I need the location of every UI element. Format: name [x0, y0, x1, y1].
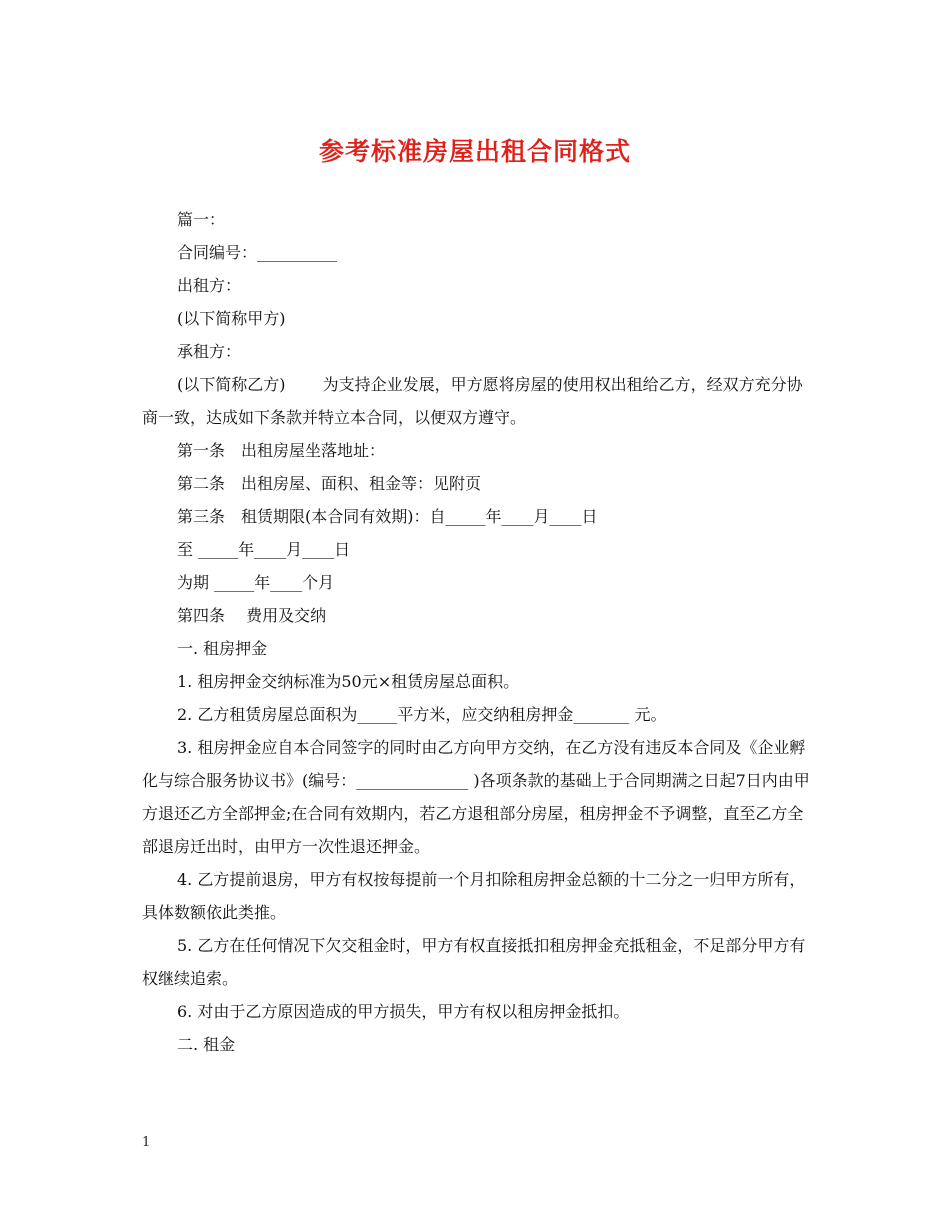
paragraph-lessor: 出租方：	[177, 276, 242, 295]
paragraph-preamble: (以下简称乙方) 为支持企业发展，甲方愿将房屋的使用权出租给乙方，经双方充分协商一致，达成如下条款并特立本合同，以便双方遵守。	[142, 375, 803, 427]
paragraph-term-length: 为期 _____年____个月	[177, 573, 335, 592]
paragraph-article-2: 第二条 出租房屋、面积、租金等：见附页	[177, 474, 482, 493]
paragraph-article-3: 第三条 租赁期限(本合同有效期)：自_____年____月____日	[177, 507, 598, 526]
paragraph-deposit-item-6: 6. 对由于乙方原因造成的甲方损失，甲方有权以租房押金抵扣。	[177, 1002, 630, 1021]
paragraph-deposit-item-4: 4. 乙方提前退房，甲方有权按每提前一个月扣除租房押金总额的十二分之一归甲方所有，具体数额依此类推。	[142, 870, 806, 922]
paragraph-term-end: 至 _____年____月____日	[177, 540, 351, 559]
paragraph-deposit-heading: 一. 租房押金	[177, 639, 268, 658]
document-title: 参考标准房屋出租合同格式	[318, 137, 631, 166]
paragraph-contract-number: 合同编号：__________	[177, 243, 338, 262]
paragraph-deposit-item-1: 1. 租房押金交纳标准为50元×租赁房屋总面积。	[177, 672, 520, 691]
paragraph-deposit-item-3: 3. 租房押金应自本合同签字的同时由乙方向甲方交纳，在乙方没有违反本合同及《企业孵化与综合服务协议书》(编号：______________ )各项条款的基础上于合同期满之日起7日内由甲方退还乙方全部押金;在合同有效期内，若乙方退租部分房屋，租房押金不予调整，直至乙方全部退房迁出时，由甲方一次性退还押金。	[142, 738, 810, 856]
paragraph-section-label: 篇一：	[177, 210, 226, 229]
paragraph-article-4: 第四条 费用及交纳	[177, 606, 327, 625]
document-body	[142, 203, 814, 1061]
paragraph-lessor-alias: (以下简称甲方)	[177, 309, 286, 328]
paragraph-rent-heading: 二. 租金	[177, 1035, 236, 1054]
paragraph-lessee: 承租方：	[177, 342, 242, 361]
paragraph-deposit-item-2: 2. 乙方租赁房屋总面积为_____平方米，应交纳租房押金_______ 元。	[177, 705, 667, 724]
paragraph-article-1: 第一条 出租房屋坐落地址：	[177, 441, 386, 460]
paragraph-deposit-item-5: 5. 乙方在任何情况下欠交租金时，甲方有权直接抵扣租房押金充抵租金，不足部分甲方有权继续追索。	[142, 936, 806, 988]
page-number: 1	[142, 1135, 151, 1150]
